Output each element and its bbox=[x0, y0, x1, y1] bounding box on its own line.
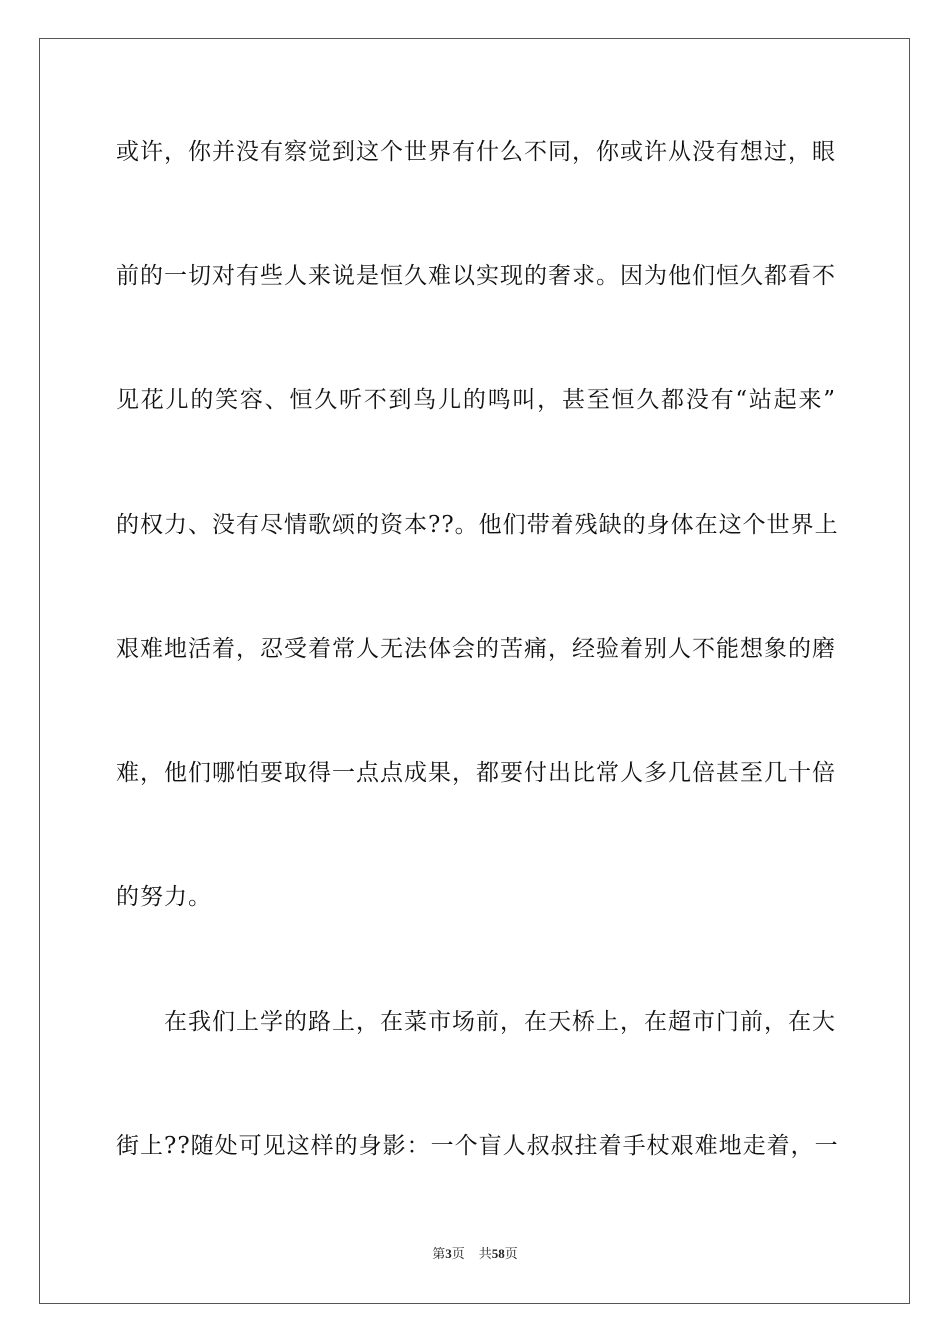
text-line: 前的一切对有些人来说是恒久难以实现的奢求。因为他们恒久都看不 bbox=[116, 263, 836, 289]
text-line: 的努力。 bbox=[116, 884, 212, 910]
text-line: 的权力、没有尽情歌颂的资本??。他们带着残缺的身体在这个世界上 bbox=[116, 512, 839, 538]
text-line: 艰难地活着，忍受着常人无法体会的苦痛，经验着别人不能想象的磨 bbox=[116, 636, 836, 662]
page-footer bbox=[0, 1245, 950, 1264]
page-border bbox=[39, 38, 910, 1304]
page-prefix: 第 bbox=[432, 1247, 446, 1262]
text-line: 或许，你并没有察觉到这个世界有什么不同，你或许从没有想过，眼 bbox=[116, 139, 836, 165]
text-line: 街上??随处可见这样的身影：一个盲人叔叔拄着手杖艰难地走着，一 bbox=[116, 1133, 839, 1159]
total-suffix: 页 bbox=[504, 1247, 518, 1262]
page-number: 3 bbox=[445, 1246, 452, 1261]
total-pages: 58 bbox=[491, 1246, 505, 1261]
page-suffix: 页 bbox=[451, 1247, 465, 1262]
total-prefix: 共 bbox=[478, 1247, 492, 1262]
text-line: 见花儿的笑容、恒久听不到鸟儿的鸣叫，甚至恒久都没有“站起来” bbox=[116, 387, 836, 413]
paragraph-first-line: 在我们上学的路上，在菜市场前，在天桥上，在超市门前，在大 bbox=[164, 1009, 836, 1035]
text-line: 难，他们哪怕要取得一点点成果，都要付出比常人多几倍甚至几十倍 bbox=[116, 760, 836, 786]
